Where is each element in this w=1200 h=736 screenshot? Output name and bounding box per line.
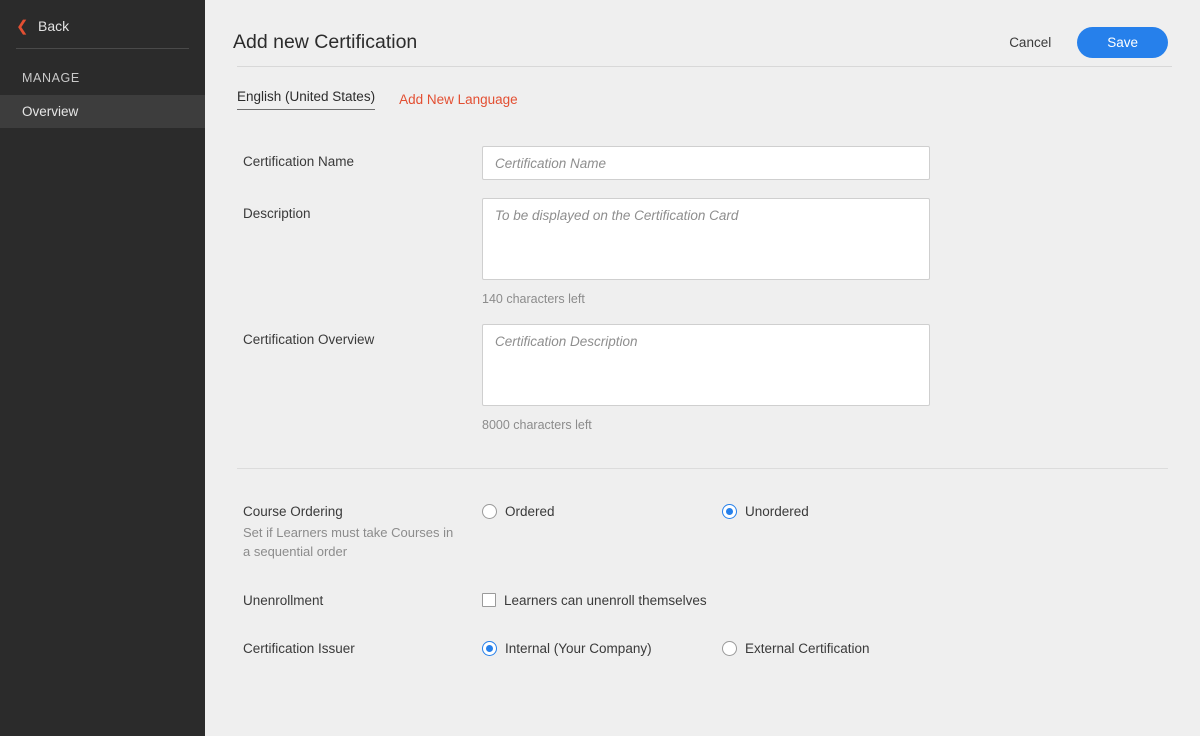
option-course-ordering-label-col <box>237 503 482 562</box>
field-certification-name-input-col <box>482 146 1168 180</box>
certification-issuer-choices <box>482 640 870 658</box>
option-course-ordering-label: Course Ordering <box>243 504 343 519</box>
field-description <box>237 198 1168 306</box>
sidebar-section-manage: MANAGE <box>22 71 80 85</box>
option-unenrollment-label: Unenrollment <box>243 592 324 608</box>
option-certification-issuer-label-col <box>237 640 482 658</box>
checkbox-learners-can-unenroll[interactable] <box>482 593 707 608</box>
sidebar-item-overview[interactable] <box>0 95 205 128</box>
field-certification-name-label: Certification Name <box>243 154 355 169</box>
page-header <box>205 0 1200 66</box>
field-certification-name <box>237 146 1168 180</box>
radio-ordered-label: Ordered <box>505 504 555 519</box>
save-button[interactable]: Save <box>1077 27 1168 58</box>
field-certification-overview-input-col <box>482 324 1168 432</box>
radio-ordered-icon <box>482 504 497 519</box>
back-button[interactable] <box>16 0 189 49</box>
radio-internal-your-company[interactable] <box>482 641 722 656</box>
language-tabs <box>205 67 1200 110</box>
tab-english-united-states[interactable]: English (United States) <box>237 89 375 110</box>
radio-ordered[interactable] <box>482 504 722 519</box>
sidebar-item-overview-label: Overview <box>22 104 79 119</box>
checkbox-learners-can-unenroll-label: Learners can unenroll themselves <box>504 592 707 608</box>
sidebar <box>0 0 205 736</box>
field-description-label-col <box>237 198 482 306</box>
cancel-button[interactable]: Cancel <box>995 27 1065 58</box>
page-title: Add new Certification <box>233 30 418 53</box>
certification-overview-character-hint: 8000 characters left <box>482 418 592 432</box>
radio-unordered-icon <box>722 504 737 519</box>
option-certification-issuer <box>237 640 1168 658</box>
option-unenrollment-label-col <box>237 592 482 610</box>
radio-unordered-label: Unordered <box>745 504 809 519</box>
field-description-label: Description <box>243 206 311 221</box>
field-certification-name-label-col <box>237 146 482 180</box>
checkbox-icon <box>482 593 496 607</box>
unenrollment-choices <box>482 592 707 610</box>
radio-external-certification[interactable] <box>722 641 870 656</box>
field-description-input-col <box>482 198 1168 306</box>
section-divider <box>237 468 1168 469</box>
field-certification-overview-label: Certification Overview <box>243 332 375 347</box>
radio-unordered[interactable] <box>722 504 809 519</box>
option-certification-issuer-label: Certification Issuer <box>243 641 355 657</box>
main-content <box>205 0 1200 736</box>
option-course-ordering <box>237 503 1168 562</box>
back-button-label: Back <box>38 18 70 34</box>
course-ordering-choices <box>482 503 809 562</box>
option-unenrollment <box>237 592 1168 610</box>
chevron-left-icon: ❮ <box>16 17 29 35</box>
add-new-language-link[interactable]: Add New Language <box>399 92 518 107</box>
radio-external-icon <box>722 641 737 656</box>
certification-overview-textarea[interactable] <box>482 324 930 406</box>
radio-internal-label: Internal (Your Company) <box>505 641 652 657</box>
description-character-hint: 140 characters left <box>482 292 585 306</box>
certification-name-input[interactable] <box>482 146 930 180</box>
certification-form <box>205 110 1200 658</box>
field-certification-overview <box>237 324 1168 432</box>
description-textarea[interactable] <box>482 198 930 280</box>
radio-internal-icon <box>482 641 497 656</box>
field-certification-overview-label-col <box>237 324 482 432</box>
radio-external-label: External Certification <box>745 641 870 657</box>
option-course-ordering-sublabel: Set if Learners must take Courses in a sequential order <box>243 525 454 560</box>
